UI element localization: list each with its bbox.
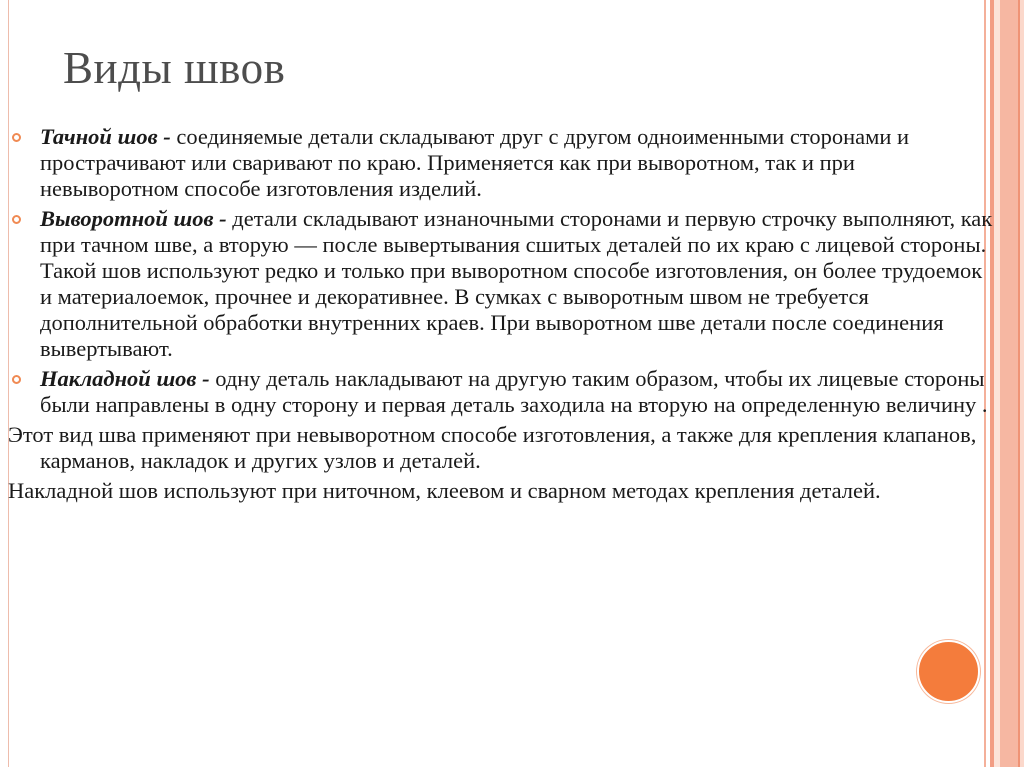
bullet-term: Тачной шов - xyxy=(40,124,171,149)
bullet-text: одну деталь накладывают на другую таким образом, чтобы их лицевые стороны были направлены в одну сторону и первая деталь заходила на вторую на определенную величину . xyxy=(40,366,988,417)
bullet-circle-icon xyxy=(12,215,21,224)
bullet-item xyxy=(8,206,993,362)
bullet-term: Накладной шов - xyxy=(40,366,210,391)
bullet-item xyxy=(8,124,993,202)
slide-title: Виды швов xyxy=(63,43,286,93)
bullet-text: соединяемые детали складывают друг с другом одноименными сторонами и прострачивают или сваривают по краю. Применяется как при выворотном, так и при невыворотном способе изготовления изделий. xyxy=(40,124,910,201)
bullet-circle-icon xyxy=(12,133,21,142)
body-paragraph: Накладной шов используют при ниточном, клеевом и сварном методах крепления деталей. xyxy=(8,478,881,503)
bullet-term: Выворотной шов - xyxy=(40,206,227,231)
bullet-item xyxy=(8,366,993,418)
bullet-text: детали складывают изнаночными сторонами и первую строчку выполняют, как при тачном шве, а вторую — после вывертывания сшитых деталей по их краю с лицевой стороны. Такой шов используют редко и только при выворотном способе изготовления, он более трудоемок и материалоемок, прочнее и декоративнее. В сумках с выворотным швом не требуется дополнительной обработки внутренних краев. При выворотном шве детали после соединения вывертывают. xyxy=(40,206,993,361)
slide-body xyxy=(8,124,993,508)
body-paragraph: Этот вид шва применяют при невыворотном способе изготовления, а также для крепления клапанов, карманов, накладок и других узлов и деталей. xyxy=(8,422,977,473)
bullet-circle-icon xyxy=(12,375,21,384)
decorative-circle xyxy=(917,640,980,703)
